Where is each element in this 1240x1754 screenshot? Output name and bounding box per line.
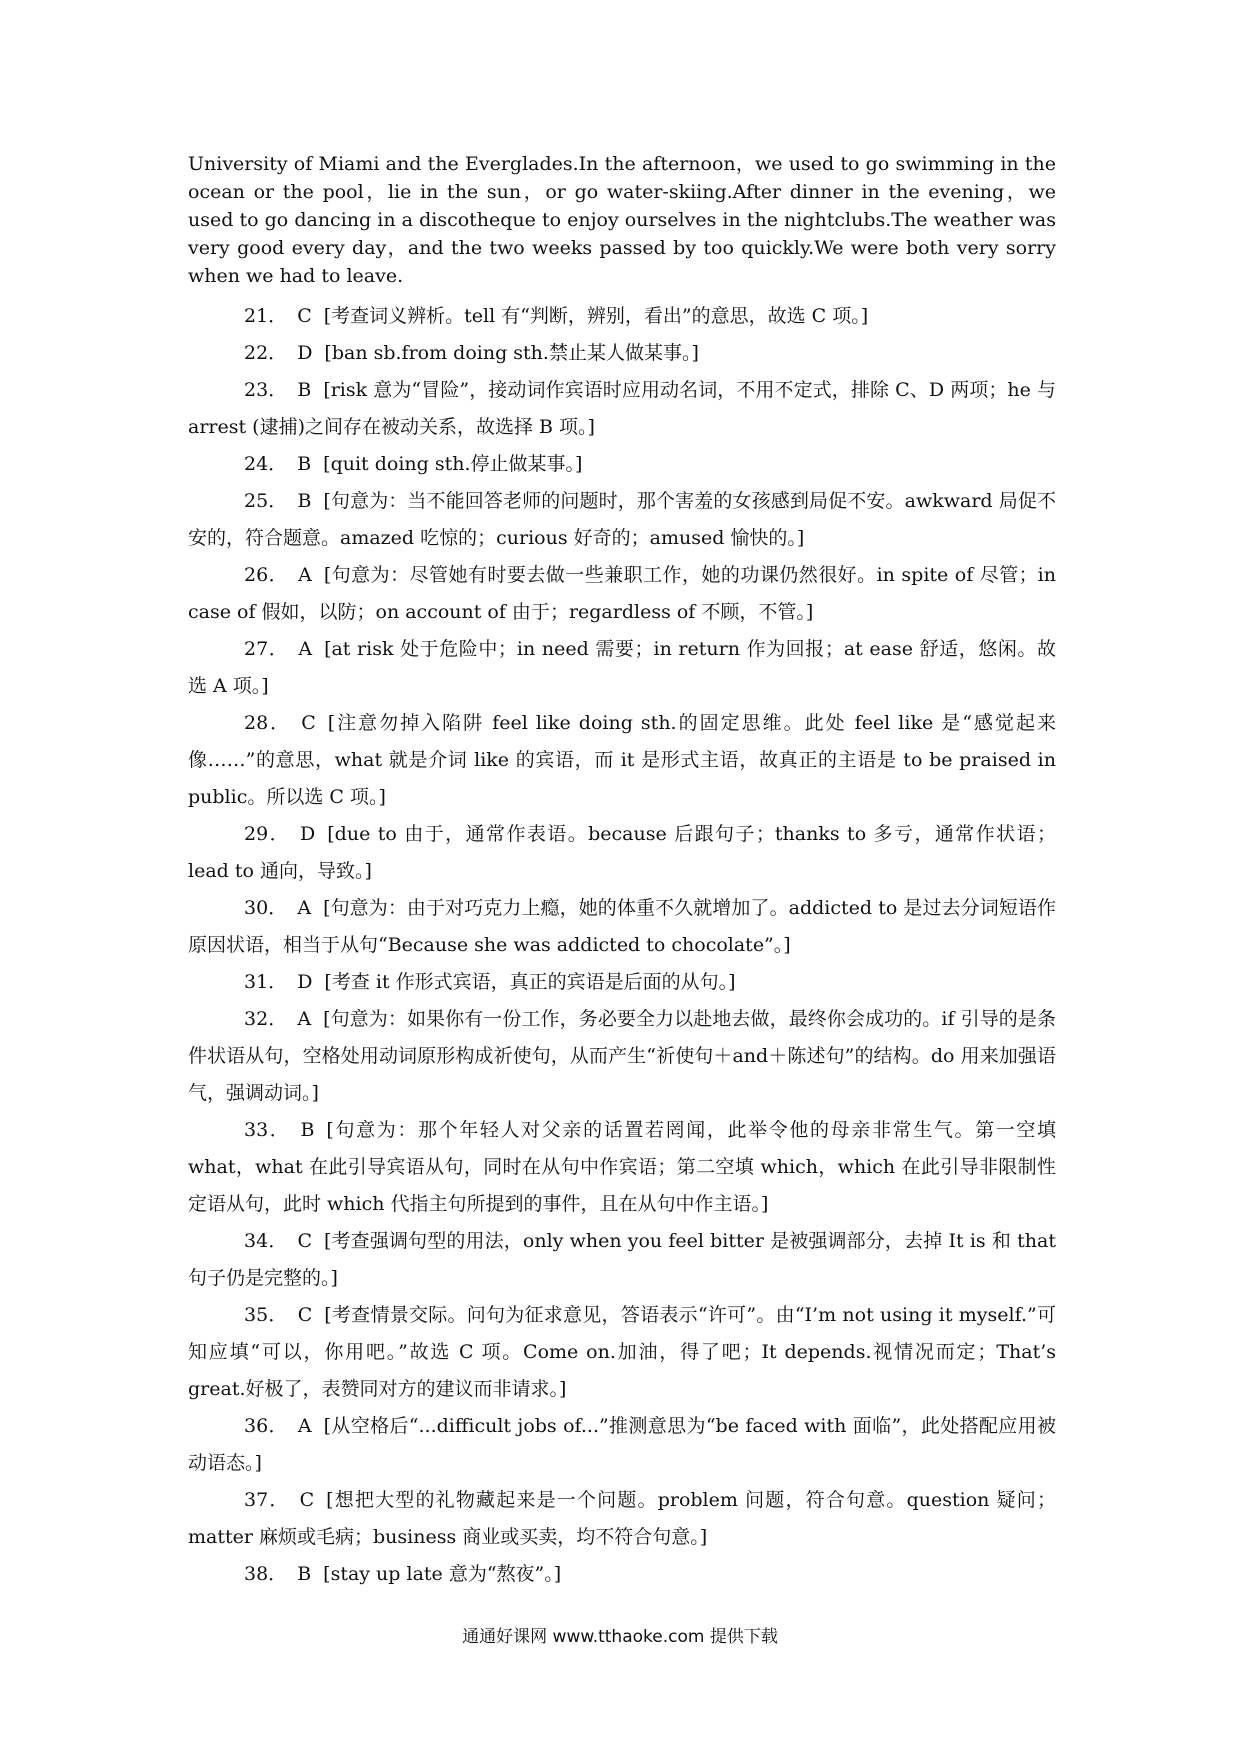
question-number: 30．	[244, 897, 288, 919]
question-number: 21．	[244, 305, 288, 327]
answer-explanation: [考查 it 作形式宾语，真正的宾语是后面的从句。]	[324, 971, 736, 993]
answer-item	[188, 298, 1056, 335]
question-number: 25．	[244, 490, 288, 512]
answer-letter: C	[299, 1489, 315, 1511]
answer-letter: C	[297, 1230, 312, 1252]
answer-letter: A	[298, 564, 312, 586]
answer-item	[188, 816, 1056, 890]
answer-item	[188, 705, 1056, 816]
answer-item	[188, 1001, 1056, 1112]
answer-letter: C	[297, 1304, 313, 1326]
answer-item	[188, 335, 1056, 372]
answer-explanation: [risk 意为“冒险”，接动词作宾语时应用动名词，不用不定式，排除 C、D 两项；he 与 arrest (逮捕)之间存在被动关系，故选择 B 项。]	[188, 379, 1056, 438]
answer-item	[188, 1482, 1056, 1556]
answer-explanation: [at risk 处于危险中；in need 需要；in return 作为回报；at ease 舒适，悠闲。故选 A 项。]	[188, 638, 1056, 697]
answer-item	[188, 1112, 1056, 1223]
question-number: 33．	[244, 1119, 291, 1141]
answer-letter: A	[297, 897, 312, 919]
answer-item	[188, 890, 1056, 964]
answer-letter: D	[300, 823, 316, 845]
answer-letter: C	[301, 712, 316, 734]
answer-explanation: [想把大型的礼物藏起来是一个问题。problem 问题，符合句意。question 疑问；matter 麻烦或毛病；business 商业或买卖，均不符合句意。]	[188, 1489, 1056, 1548]
answer-letter: B	[297, 453, 312, 475]
answer-explanation: [句意为：如果你有一份工作，务必要全力以赴地去做，最终你会成功的。if 引导的是条件状语从句，空格处用动词原形构成祈使句，从而产生“祈使句＋and＋陈述句”的结构。do 用来加强语气，强调动词。]	[188, 1008, 1056, 1104]
answer-explanation: [stay up late 意为“熬夜”。]	[323, 1563, 562, 1585]
question-number: 24．	[244, 453, 288, 475]
answer-letter: B	[300, 1119, 315, 1141]
answer-item	[188, 1556, 1056, 1593]
answer-letter: C	[297, 305, 312, 327]
answer-explanation: [due to 由于，通常作表语。because 后跟句子；thanks to 多亏，通常作状语；lead to 通向，导致。]	[188, 823, 1056, 882]
question-number: 22．	[244, 342, 288, 364]
answer-explanation: [句意为：那个年轻人对父亲的话置若罔闻，此举令他的母亲非常生气。第一空填 what，what 在此引导宾语从句，同时在从句中作宾语；第二空填 which，which 在此引导非限制性定语从句，此时 which 代指主句所提到的事件，且在从句中作主语。]	[188, 1119, 1056, 1215]
answer-item	[188, 964, 1056, 1001]
answer-letter: B	[297, 1563, 312, 1585]
answer-item	[188, 446, 1056, 483]
question-number: 26．	[244, 564, 289, 586]
question-number: 36．	[244, 1415, 288, 1437]
answer-letter: A	[298, 638, 313, 660]
answer-item	[188, 1223, 1056, 1297]
passage-text: University of Miami and the Everglades.In the afternoon，we used to go swimming in the ocean or the pool，lie in the sun，or go water-skiing.After dinner in the evening，we used to go dancing in a discotheque to enjoy ourselves in the nightclubs.The weather was very good every day，and the two weeks passed by too quickly.We were both very sorry when we had to leave.	[188, 153, 1056, 287]
question-number: 32．	[244, 1008, 288, 1030]
answer-explanation: [ban sb.from doing sth.禁止某人做某事。]	[324, 342, 699, 364]
answer-explanation: [注意勿掉入陷阱 feel like doing sth.的固定思维。此处 feel like 是“感觉起来像……”的意思，what 就是介词 like 的宾语，而 it 是形式主语，故真正的主语是 to be praised in public。所以选 C 项。]	[188, 712, 1056, 808]
answer-item	[188, 1297, 1056, 1408]
answer-list	[188, 298, 1056, 1593]
page-footer: 通通好课网 www.tthaoke.com 提供下载	[462, 1627, 778, 1647]
question-number: 37．	[244, 1489, 290, 1511]
question-number: 31．	[244, 971, 288, 993]
question-number: 38．	[244, 1563, 288, 1585]
answer-explanation: [句意为：尽管她有时要去做一些兼职工作，她的功课仍然很好。in spite of 尽管；in case of 假如，以防；on account of 由于；regardless of 不顾，不管。]	[188, 564, 1056, 623]
answer-letter: A	[297, 1008, 312, 1030]
answer-explanation: [考查强调句型的用法，only when you feel bitter 是被强调部分，去掉 It is 和 that 句子仍是完整的。]	[188, 1230, 1056, 1289]
answer-item	[188, 372, 1056, 446]
answer-page	[188, 150, 1056, 1593]
answer-item	[188, 557, 1056, 631]
answer-item	[188, 1408, 1056, 1482]
answer-letter: D	[297, 971, 313, 993]
answer-explanation: [考查情景交际。问句为征求意见，答语表示“许可”。由“I’m not using it myself.”可知应填“可以，你用吧。”故选 C 项。Come on.加油，得了吧；It depends.视情况而定；That’s great.好极了，表赞同对方的建议而非请求。]	[188, 1304, 1056, 1400]
answer-letter: A	[297, 1415, 312, 1437]
answer-letter: B	[297, 490, 312, 512]
answer-explanation: [句意为：当不能回答老师的问题时，那个害羞的女孩感到局促不安。awkward 局促不安的，符合题意。amazed 吃惊的；curious 好奇的；amused 愉快的。]	[188, 490, 1056, 549]
answer-item	[188, 483, 1056, 557]
answer-explanation: [句意为：由于对巧克力上瘾，她的体重不久就增加了。addicted to 是过去分词短语作原因状语，相当于从句“Because she was addicted to chocolate”。]	[188, 897, 1056, 956]
answer-letter: D	[297, 342, 313, 364]
answer-explanation: [考查词义辨析。tell 有“判断，辨别，看出”的意思，故选 C 项。]	[323, 305, 869, 327]
answer-letter: B	[297, 379, 312, 401]
question-number: 27．	[244, 638, 289, 660]
answer-item	[188, 631, 1056, 705]
question-number: 34．	[244, 1230, 288, 1252]
answer-explanation: [从空格后“...difficult jobs of...”推测意思为“be faced with 面临”，此处搭配应用被动语态。]	[188, 1415, 1056, 1474]
answer-explanation: [quit doing sth.停止做某事。]	[323, 453, 583, 475]
question-number: 29．	[244, 823, 291, 845]
question-number: 35．	[244, 1304, 288, 1326]
question-number: 28．	[244, 712, 292, 734]
question-number: 23．	[244, 379, 288, 401]
